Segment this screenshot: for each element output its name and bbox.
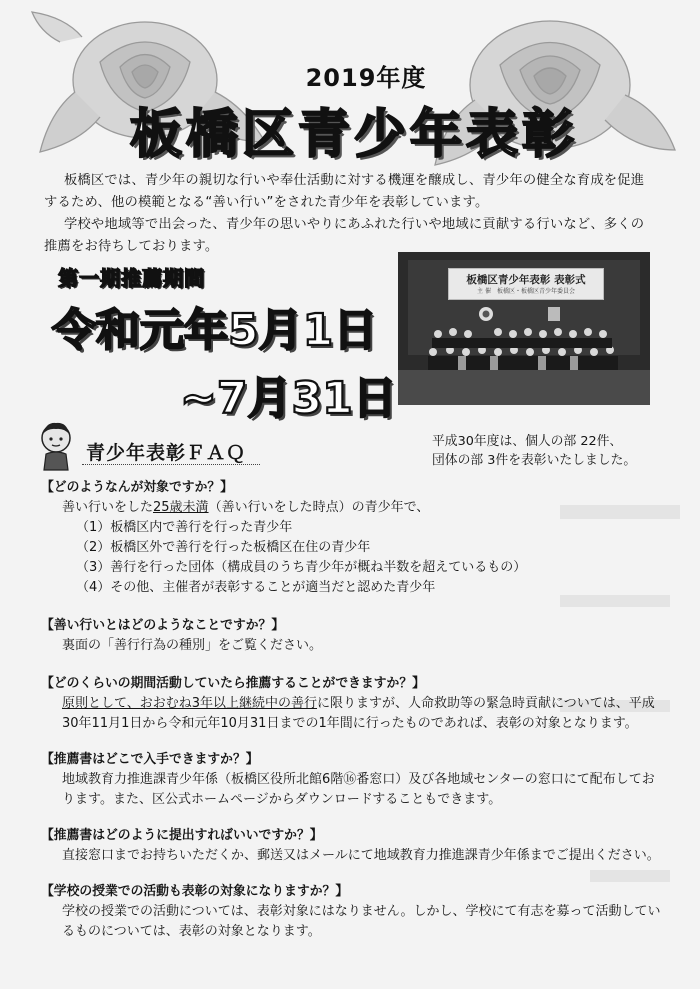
faq-item <box>40 880 664 942</box>
photo-banner-subtitle: 主 催 板橋区・板橋区青少年委員会 <box>477 288 575 295</box>
faq-answer-line: 学校の授業での活動については、表彰対象にはなりません。しかし、学校にて有志を募って活動しているものについては、表彰の対象となります。 <box>62 904 661 939</box>
faq-question: 【学校の授業での活動も表彰の対象になりますか？】 <box>41 884 349 899</box>
faq-answer-text: （善い行いをした時点）の青少年で、 <box>208 500 430 515</box>
photo-banner-title: 板橋区青少年表彰 表彰式 <box>466 274 586 286</box>
faq-item <box>40 476 664 598</box>
faq-answer <box>40 636 664 656</box>
faq-answer-list-item: （3）善行を行った団体（構成員のうち青少年が概ね半数を超えているもの） <box>76 560 527 575</box>
intro-text <box>44 170 656 258</box>
faq-heading-underline <box>82 464 260 465</box>
faq-answer <box>40 846 664 866</box>
faq-answer-list-item: （1）板橋区内で善行を行った青少年 <box>76 520 293 535</box>
faq-question: 【推薦書はどのように提出すればいいですか？】 <box>41 828 323 843</box>
period-end-date: ~7月31日 <box>180 373 397 424</box>
faq-item <box>40 824 664 866</box>
faq-answer-line <box>62 498 664 518</box>
faq-question: 【どのくらいの期間活動していたら推薦することができますか？】 <box>41 676 425 691</box>
faq-question: 【善い行いとはどのようなことですか？】 <box>41 618 285 633</box>
faq-answer-line: 直接窓口までお持ちいただくか、郵送又はメールにて地域教育力推進課青少年係までご提出ください。 <box>62 848 660 863</box>
faq-answer-emphasis: 25歳未満 <box>153 500 209 515</box>
faq-answer-list-item: （2）板橋区外で善行を行った板橋区在住の青少年 <box>76 540 371 555</box>
main-title: 板橋区青少年表彰 <box>129 105 578 165</box>
faq-item <box>40 614 664 656</box>
faq-answer <box>40 694 664 734</box>
faq-question: 【推薦書はどこで入手できますか？】 <box>41 752 259 767</box>
faq-answer <box>40 770 664 810</box>
faq-heading: 青少年表彰ＦＡＱ <box>86 442 247 464</box>
faq-item <box>40 748 664 810</box>
faq-answer-text: に限りますが、人命救助等の緊急時貢献については、平成30年11月1日から令和元年10月31日までの1年間に行ったものであれば、表彰の対象となります。 <box>62 696 655 731</box>
photo-banner <box>448 268 604 300</box>
faq-list <box>40 476 664 953</box>
faq-answer-list-item: （4）その他、主催者が表彰することが適当だと認めた青少年 <box>76 580 436 595</box>
photo-caption <box>432 432 662 470</box>
faq-answer-line <box>62 694 664 734</box>
faq-question: 【どのようなんが対象ですか？】 <box>41 480 233 495</box>
ceremony-photo <box>398 252 650 405</box>
mascot-character-icon <box>36 420 76 472</box>
faq-answer <box>40 902 664 942</box>
faq-answer-line: 地域教育力推進課青少年係（板橋区役所北館6階⑯番窓口）及び各地域センターの窓口にて配布しております。また、区公式ホームページからダウンロードすることもできます。 <box>62 772 655 807</box>
period-start-date: 令和元年5月1日 <box>52 305 378 356</box>
intro-paragraph: 板橋区では、青少年の親切な行いや奉仕活動に対する機運を醸成し、青少年の健全な育成を促進するため、他の模範となる“善い行い”をされた青少年を表彰しています。 <box>44 173 645 210</box>
caption-line: 平成30年度は、個人の部 22件、 <box>432 434 623 449</box>
caption-line: 団体の部 3件を表彰いたしました。 <box>432 453 637 468</box>
period-label: 第一期推薦期間 <box>58 266 205 290</box>
intro-paragraph: 学校や地域等で出会った、青少年の思いやりにあふれた行いや地域に貢献する行いなど、多くの推薦をお待ちしております。 <box>44 217 645 254</box>
faq-item <box>40 672 664 734</box>
year-title: 2019年度 <box>305 64 427 92</box>
faq-answer <box>40 498 664 598</box>
faq-answer-emphasis: 原則として、おおむね3年以上継続中の善行 <box>62 696 318 711</box>
faq-answer-line: 裏面の「善行行為の種別」をご覧ください。 <box>62 638 323 653</box>
faq-answer-text: 善い行いをした <box>62 500 154 515</box>
